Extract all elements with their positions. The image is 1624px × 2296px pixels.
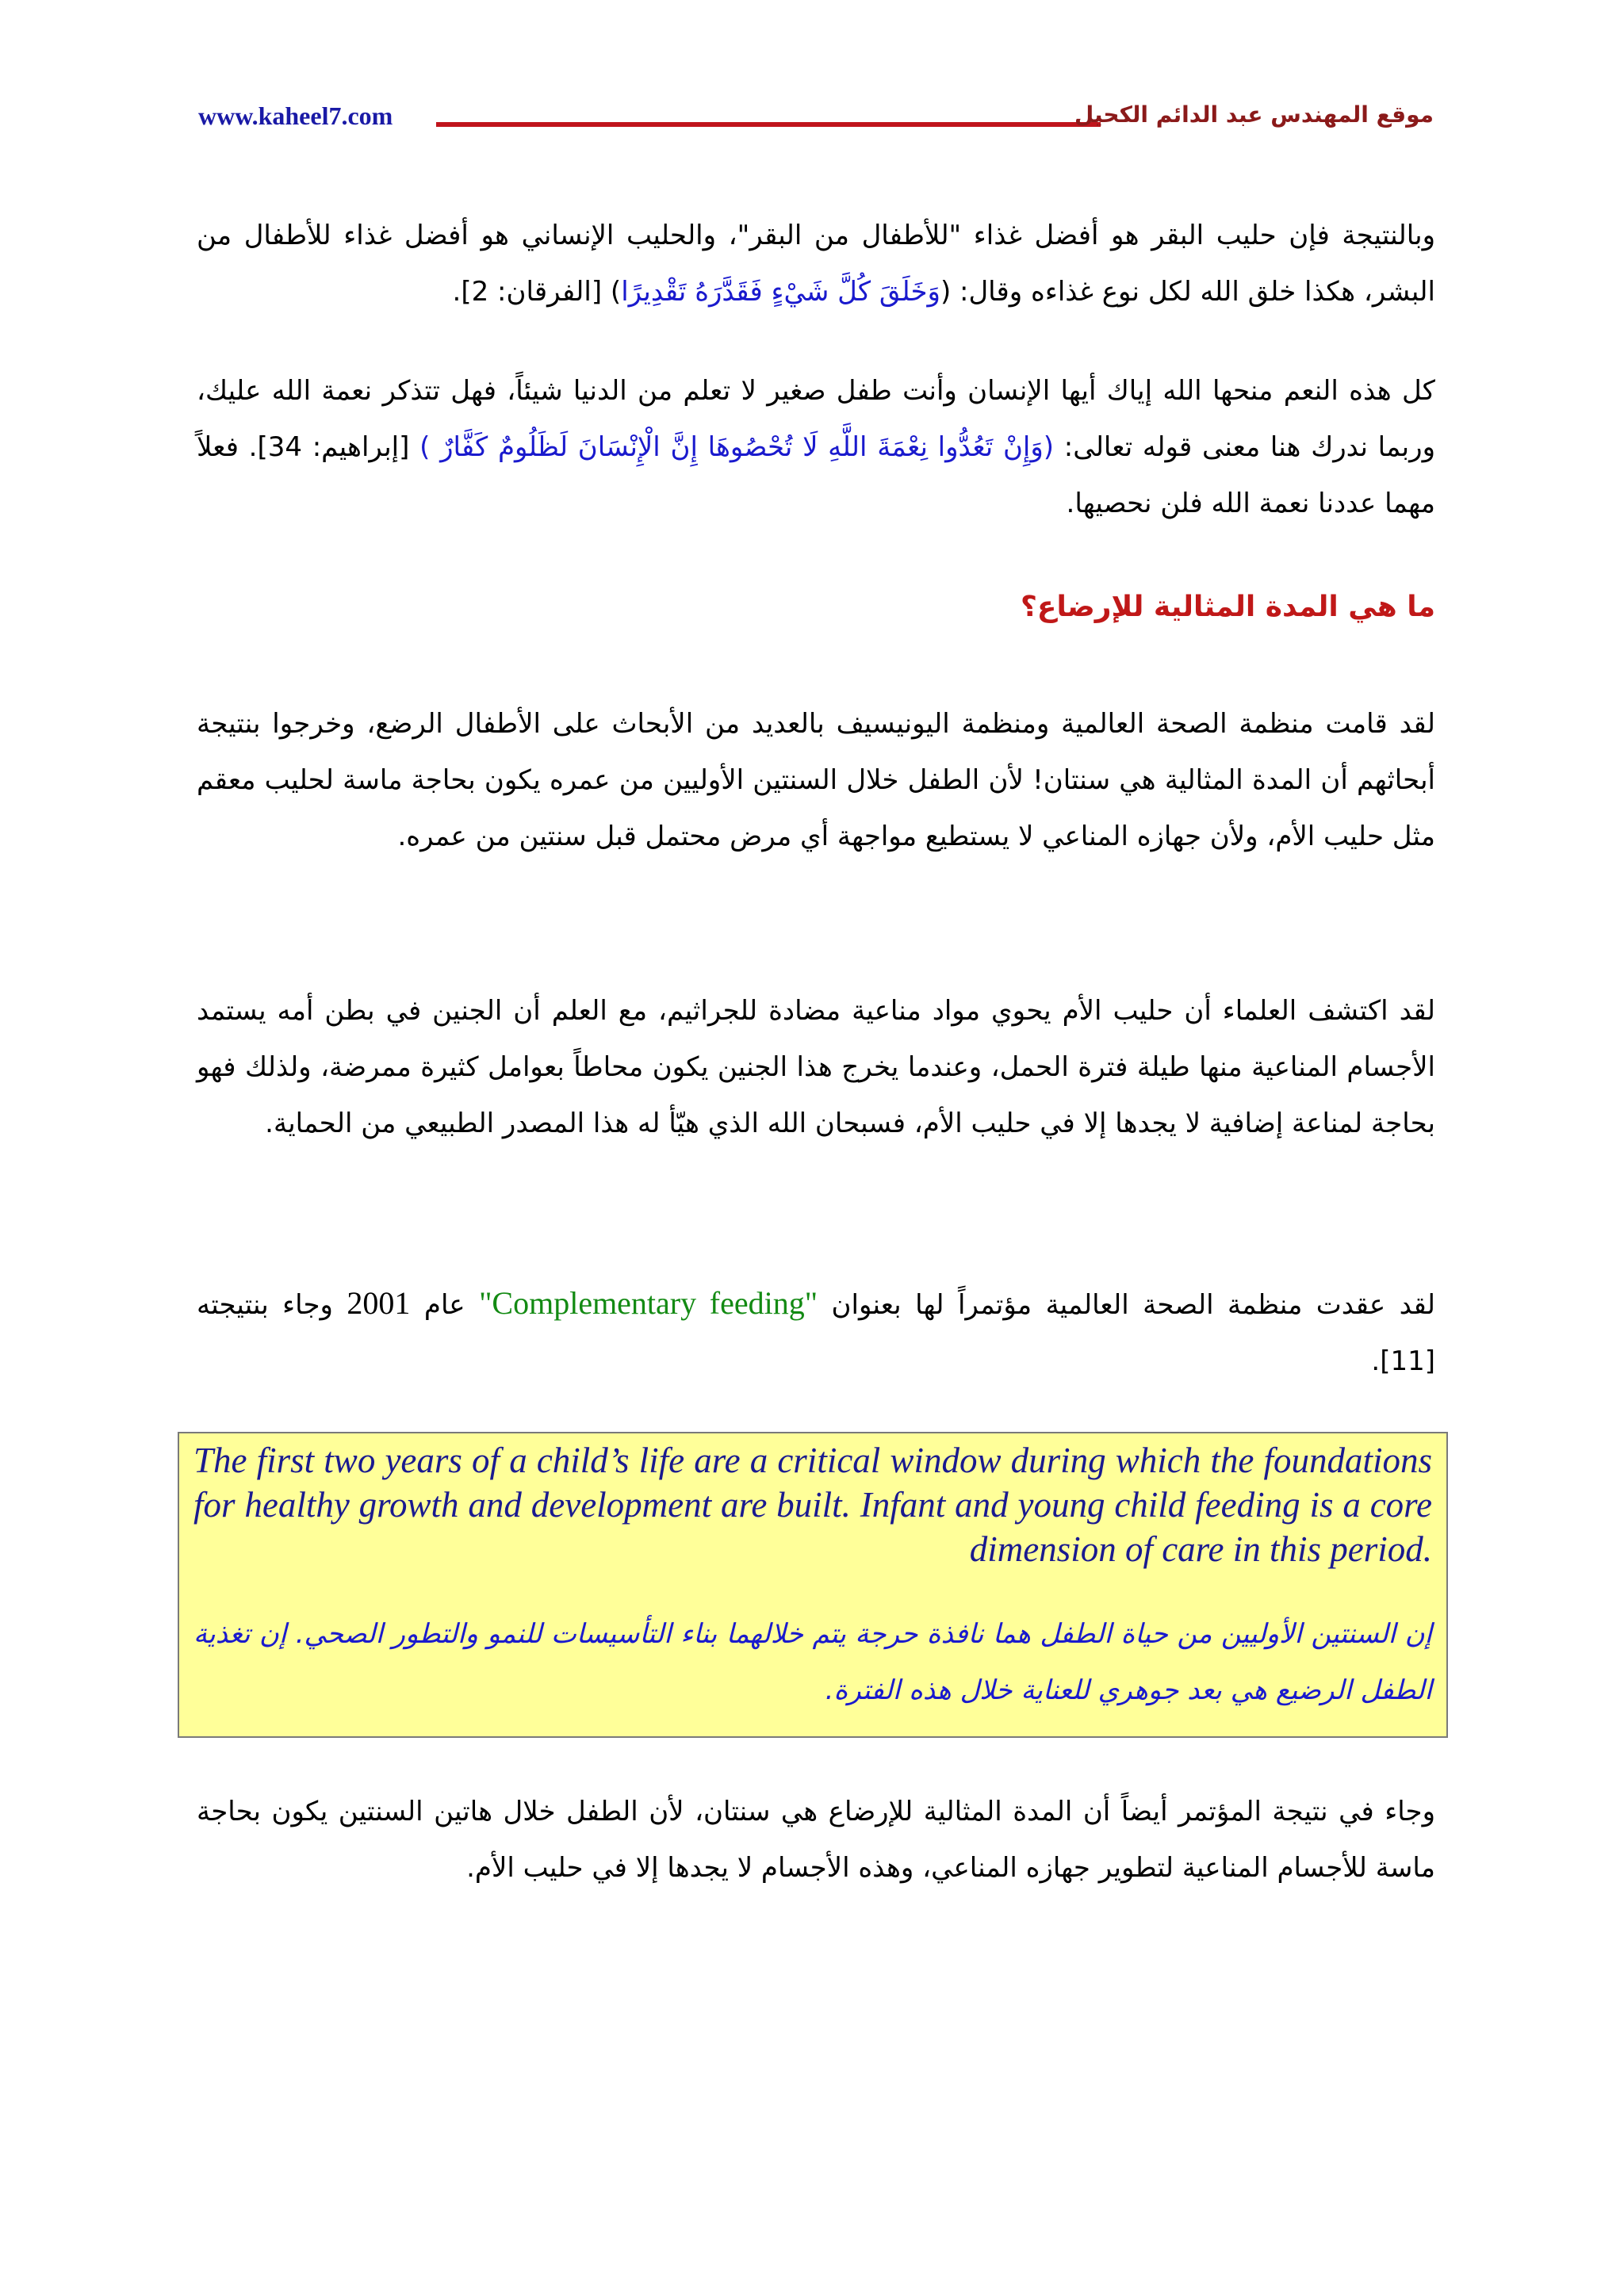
- site-name: موقع المهندس عبد الدائم الكحيل: [1074, 101, 1434, 128]
- paragraph-1-text-b: ) [الفرقان: 2].: [452, 276, 622, 308]
- paragraph-5: [197, 1275, 1435, 1390]
- paragraph-5-text-a: لقد عقدت منظمة الصحة العالمية مؤتمراً لها بعنوان: [818, 1289, 1436, 1321]
- section-heading: ما هي المدة المثالية للإرضاع؟: [1021, 591, 1435, 623]
- paragraph-2: [197, 363, 1435, 532]
- quran-verse-furqan: وَخَلَقَ كُلَّ شَيْءٍ فَقَدَّرَهُ تَقْدِيرًا: [621, 276, 940, 308]
- site-url-link[interactable]: www.kaheel7.com: [198, 101, 393, 130]
- quote-english: The first two years of a child’s life are a critical window during which the foundations for healthy growth and development are built. Infant and young child feeding is a core dimension of care in this period.: [193, 1441, 1432, 1569]
- paragraph-1: [197, 208, 1435, 320]
- conference-year: 2001: [347, 1285, 411, 1321]
- page-header: [198, 101, 1434, 149]
- paragraph-2-text-a: كل هذه النعم منحها الله إياك أيها الإنسان وأنت طفل صغير لا تعلم من الدنيا شيئاً، فهل تتذكر نعمة الله عليك، وربما ندرك هنا معنى قوله تعالى:: [197, 375, 1435, 463]
- quote-box: [178, 1432, 1448, 1738]
- paragraph-1-text-a: وبالنتيجة فإن حليب البقر هو أفضل غذاء "للأطفال من البقر"، والحليب الإنساني هو أفضل غذاء للأطفال من البشر، هكذا خلق الله لكل نوع غذاءه وقال: (: [197, 220, 1435, 308]
- paragraph-5-text-c: وجاء بنتيجته [11].: [197, 1289, 1435, 1377]
- quran-verse-ibrahim: (وَإِنْ تَعُدُّوا نِعْمَةَ اللَّهِ لَا تُحْصُوهَا إِنَّ الْإِنْسَانَ لَظَلُومٌ كَفَّارٌ ): [419, 431, 1055, 463]
- header-rule: [436, 122, 1101, 127]
- conference-title-en: "Complementary feeding": [479, 1285, 818, 1321]
- quote-arabic: إن السنتين الأوليين من حياة الطفل هما نافذة حرجة يتم خلالهما بناء التأسيسات للنمو والتطور الصحي. إن تغذية الطفل الرضيع هي بعد جوهري للعناية خلال هذه الفترة.: [193, 1618, 1432, 1706]
- paragraph-4: لقد اكتشف العلماء أن حليب الأم يحوي مواد مناعية مضادة للجراثيم، مع العلم أن الجنين في بطن أمه يستمد الأجسام المناعية منها طيلة فترة الحمل، وعندما يخرج هذا الجنين يكون محاطاً بعوامل كثيرة ممرضة، ولذلك فهو بحاجة لمناعة إضافية لا يجدها إلا في حليب الأم، فسبحان الله الذي هيّأ له هذا المصدر الطبيعي من الحماية.: [197, 995, 1435, 1139]
- paragraph-3: لقد قامت منظمة الصحة العالمية ومنظمة اليونيسيف بالعديد من الأبحاث على الأطفال الرضع، وخرجوا بنتيجة أبحاثهم أن المدة المثالية هي سنتان! لأن الطفل خلال السنتين الأوليين من عمره يكون بحاجة ماسة لحليب معقم مثل حليب الأم، ولأن جهازه المناعي لا يستطيع مواجهة أي مرض محتمل قبل سنتين من عمره.: [197, 708, 1435, 852]
- paragraph-5-text-b: عام: [410, 1289, 480, 1321]
- paragraph-2-text-b: [إبراهيم: 34]. فعلاً مهما عددنا نعمة الله فلن نحصيها.: [197, 431, 1435, 519]
- paragraph-6: وجاء في نتيجة المؤتمر أيضاً أن المدة المثالية للإرضاع هي سنتان، لأن الطفل خلال هاتين السنتين يكون بحاجة ماسة للأجسام المناعية لتطوير جهازه المناعي، وهذه الأجسام لا يجدها إلا في حليب الأم.: [197, 1796, 1435, 1884]
